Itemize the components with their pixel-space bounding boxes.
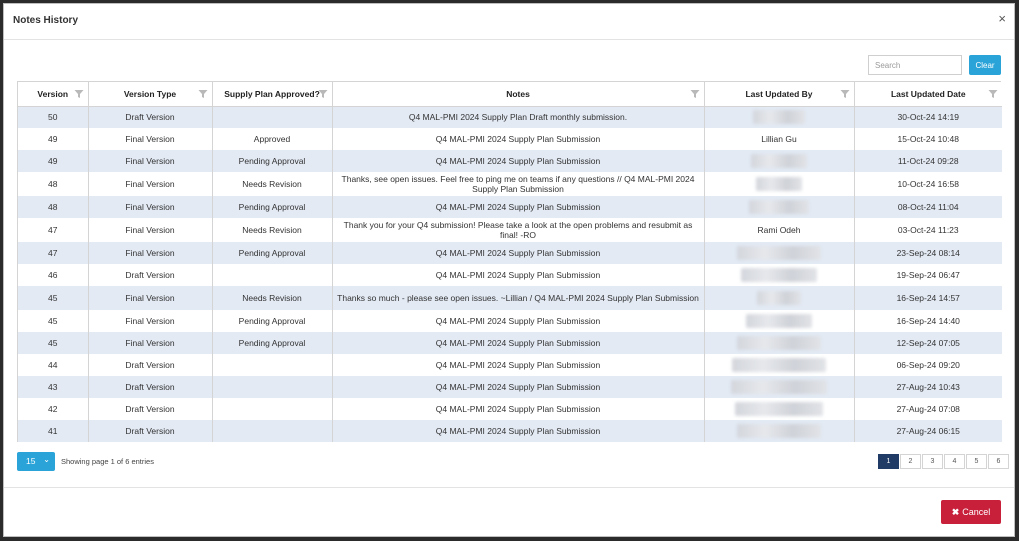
cell-notes: Thanks, see open issues. Feel free to ping me on teams if any questions // Q4 MAL-PMI 2024 Supply Plan Submission: [332, 172, 704, 196]
table-row[interactable]: [18, 172, 1002, 196]
cell-supply-plan-approved: Pending Approval: [212, 332, 332, 354]
cancel-label: Cancel: [962, 506, 991, 517]
page-button-3[interactable]: 3: [922, 454, 943, 469]
redacted-name: [746, 314, 812, 328]
redacted-name: [753, 110, 805, 124]
cell-last-updated-date: 10-Oct-24 16:58: [854, 172, 1002, 196]
redacted-name: [751, 154, 807, 168]
cell-last-updated-date: 19-Sep-24 06:47: [854, 264, 1002, 286]
cell-last-updated-date: 08-Oct-24 11:04: [854, 196, 1002, 218]
table-row[interactable]: [18, 218, 1002, 242]
cell-version-type: Final Version: [88, 150, 212, 172]
cell-last-updated-date: 27-Aug-24 06:15: [854, 420, 1002, 442]
cell-supply-plan-approved: [212, 376, 332, 398]
cell-last-updated-by: [704, 354, 854, 376]
redacted-name: [756, 177, 802, 191]
cell-last-updated-date: 23-Sep-24 08:14: [854, 242, 1002, 264]
search-input[interactable]: [868, 55, 962, 75]
cell-last-updated-by: [704, 242, 854, 264]
cell-version-type: Final Version: [88, 242, 212, 264]
table-row[interactable]: [18, 286, 1002, 310]
cell-last-updated-by: [704, 196, 854, 218]
cell-version-type: Draft Version: [88, 420, 212, 442]
cell-last-updated-by: [704, 264, 854, 286]
cell-version: 47: [18, 218, 88, 242]
cell-last-updated-by: [704, 150, 854, 172]
cell-supply-plan-approved: [212, 398, 332, 420]
filter-icon[interactable]: [988, 89, 998, 99]
cell-version-type: Final Version: [88, 218, 212, 242]
cell-last-updated-date: 27-Aug-24 07:08: [854, 398, 1002, 420]
redacted-name: [749, 200, 809, 214]
filter-icon[interactable]: [198, 89, 208, 99]
cell-notes: Thanks so much - please see open issues. ~Lillian / Q4 MAL-PMI 2024 Supply Plan Submission: [332, 286, 704, 310]
cell-version: 47: [18, 242, 88, 264]
table-row[interactable]: [18, 354, 1002, 376]
table-row[interactable]: [18, 150, 1002, 172]
table-row[interactable]: [18, 264, 1002, 286]
column-header-supply-plan-approved[interactable]: Supply Plan Approved?: [212, 82, 332, 106]
table-body: [18, 106, 1002, 442]
cell-version: 45: [18, 286, 88, 310]
cell-version: 48: [18, 172, 88, 196]
close-icon[interactable]: ×: [998, 11, 1006, 26]
cell-notes: Q4 MAL-PMI 2024 Supply Plan Submission: [332, 376, 704, 398]
cell-version-type: Final Version: [88, 196, 212, 218]
column-header-last-updated-date[interactable]: Last Updated Date: [854, 82, 1002, 106]
redacted-name: [732, 358, 826, 372]
cell-supply-plan-approved: [212, 106, 332, 128]
cell-version: 41: [18, 420, 88, 442]
notes-history-grid: [17, 81, 1001, 442]
cell-notes: Q4 MAL-PMI 2024 Supply Plan Submission: [332, 150, 704, 172]
cell-last-updated-by: [704, 106, 854, 128]
cell-supply-plan-approved: Pending Approval: [212, 242, 332, 264]
cell-last-updated-date: 16-Sep-24 14:40: [854, 310, 1002, 332]
cell-last-updated-by: [704, 376, 854, 398]
cell-last-updated-date: 15-Oct-24 10:48: [854, 128, 1002, 150]
cell-supply-plan-approved: Pending Approval: [212, 196, 332, 218]
cell-version: 44: [18, 354, 88, 376]
cell-version-type: Draft Version: [88, 398, 212, 420]
cell-notes: Q4 MAL-PMI 2024 Supply Plan Submission: [332, 332, 704, 354]
column-header-notes[interactable]: Notes: [332, 82, 704, 106]
cell-last-updated-date: 06-Sep-24 09:20: [854, 354, 1002, 376]
page-size-value: 15: [26, 456, 36, 466]
table-row[interactable]: [18, 196, 1002, 218]
cell-supply-plan-approved: [212, 354, 332, 376]
cell-supply-plan-approved: Pending Approval: [212, 310, 332, 332]
cell-version-type: Final Version: [88, 310, 212, 332]
filter-icon[interactable]: [74, 89, 84, 99]
cell-last-updated-by: [704, 420, 854, 442]
redacted-name: [757, 291, 801, 305]
footer-divider: [4, 487, 1014, 488]
redacted-name: [735, 402, 823, 416]
cell-notes: Q4 MAL-PMI 2024 Supply Plan Submission: [332, 354, 704, 376]
cell-version-type: Draft Version: [88, 106, 212, 128]
chevron-down-icon: ⌄: [43, 455, 50, 464]
cell-last-updated-by: [704, 332, 854, 354]
page-button-4[interactable]: 4: [944, 454, 965, 469]
redacted-name: [731, 380, 827, 394]
cell-last-updated-by: Rami Odeh: [704, 218, 854, 242]
column-header-version[interactable]: Version: [18, 82, 88, 106]
table-row[interactable]: [18, 106, 1002, 128]
notes-history-modal: [3, 3, 1015, 537]
table-row[interactable]: [18, 242, 1002, 264]
cell-version: 49: [18, 128, 88, 150]
cell-supply-plan-approved: Needs Revision: [212, 172, 332, 196]
table-row[interactable]: [18, 398, 1002, 420]
page-button-1[interactable]: 1: [878, 454, 899, 469]
cell-version: 43: [18, 376, 88, 398]
cell-supply-plan-approved: [212, 264, 332, 286]
cell-last-updated-by: Lillian Gu: [704, 128, 854, 150]
cell-version: 42: [18, 398, 88, 420]
times-icon: ✖: [951, 506, 960, 517]
cell-notes: Q4 MAL-PMI 2024 Supply Plan Submission: [332, 196, 704, 218]
cell-version: 49: [18, 150, 88, 172]
cell-last-updated-by: [704, 286, 854, 310]
cell-last-updated-by: [704, 310, 854, 332]
cell-last-updated-date: 30-Oct-24 14:19: [854, 106, 1002, 128]
cell-version: 50: [18, 106, 88, 128]
modal-header: [4, 4, 1014, 40]
page-size-select[interactable]: [17, 452, 55, 471]
cell-last-updated-date: 27-Aug-24 10:43: [854, 376, 1002, 398]
cell-notes: Q4 MAL-PMI 2024 Supply Plan Submission: [332, 420, 704, 442]
cell-version: 46: [18, 264, 88, 286]
table-row[interactable]: [18, 128, 1002, 150]
page-button-6[interactable]: 6: [988, 454, 1009, 469]
cell-last-updated-by: [704, 172, 854, 196]
redacted-name: [737, 424, 821, 438]
cell-supply-plan-approved: Approved: [212, 128, 332, 150]
cell-supply-plan-approved: Needs Revision: [212, 286, 332, 310]
table-row[interactable]: [18, 332, 1002, 354]
cell-version-type: Final Version: [88, 286, 212, 310]
redacted-name: [741, 268, 817, 282]
cell-notes: Thank you for your Q4 submission! Please take a look at the open problems and resubmit as final! -RO: [332, 218, 704, 242]
modal-title: Notes History: [13, 15, 79, 26]
cell-last-updated-by: [704, 398, 854, 420]
cell-version: 48: [18, 196, 88, 218]
cell-version: 45: [18, 310, 88, 332]
cell-supply-plan-approved: [212, 420, 332, 442]
cell-notes: Q4 MAL-PMI 2024 Supply Plan Submission: [332, 264, 704, 286]
cell-version-type: Final Version: [88, 172, 212, 196]
table-row[interactable]: [18, 310, 1002, 332]
pagination-info: Showing page 1 of 6 entries: [61, 457, 154, 466]
column-header-version-type[interactable]: Version Type: [88, 82, 212, 106]
notes-table: [18, 82, 1002, 442]
page-button-5[interactable]: 5: [966, 454, 987, 469]
cell-version-type: Draft Version: [88, 354, 212, 376]
cell-version-type: Final Version: [88, 332, 212, 354]
cell-notes: Q4 MAL-PMI 2024 Supply Plan Submission: [332, 398, 704, 420]
cell-version-type: Final Version: [88, 128, 212, 150]
cell-version: 45: [18, 332, 88, 354]
filter-icon[interactable]: [840, 89, 850, 99]
cell-notes: Q4 MAL-PMI 2024 Supply Plan Submission: [332, 242, 704, 264]
table-header-row: [18, 82, 1002, 106]
cell-notes: Q4 MAL-PMI 2024 Supply Plan Submission: [332, 310, 704, 332]
cell-version-type: Draft Version: [88, 376, 212, 398]
clear-button[interactable]: Clear: [969, 55, 1001, 75]
table-row[interactable]: [18, 376, 1002, 398]
table-row[interactable]: [18, 420, 1002, 442]
cell-supply-plan-approved: Needs Revision: [212, 218, 332, 242]
page-button-2[interactable]: 2: [900, 454, 921, 469]
cancel-button[interactable]: [941, 500, 1001, 524]
column-header-last-updated-by[interactable]: Last Updated By: [704, 82, 854, 106]
cell-supply-plan-approved: Pending Approval: [212, 150, 332, 172]
cell-last-updated-date: 03-Oct-24 11:23: [854, 218, 1002, 242]
cell-last-updated-date: 12-Sep-24 07:05: [854, 332, 1002, 354]
cell-version-type: Draft Version: [88, 264, 212, 286]
cell-last-updated-date: 11-Oct-24 09:28: [854, 150, 1002, 172]
redacted-name: [737, 246, 821, 260]
cell-notes: Q4 MAL-PMI 2024 Supply Plan Draft monthly submission.: [332, 106, 704, 128]
cell-last-updated-date: 16-Sep-24 14:57: [854, 286, 1002, 310]
cell-notes: Q4 MAL-PMI 2024 Supply Plan Submission: [332, 128, 704, 150]
redacted-name: [737, 336, 821, 350]
filter-icon[interactable]: [318, 89, 328, 99]
pagination: [877, 454, 1009, 469]
filter-icon[interactable]: [690, 89, 700, 99]
